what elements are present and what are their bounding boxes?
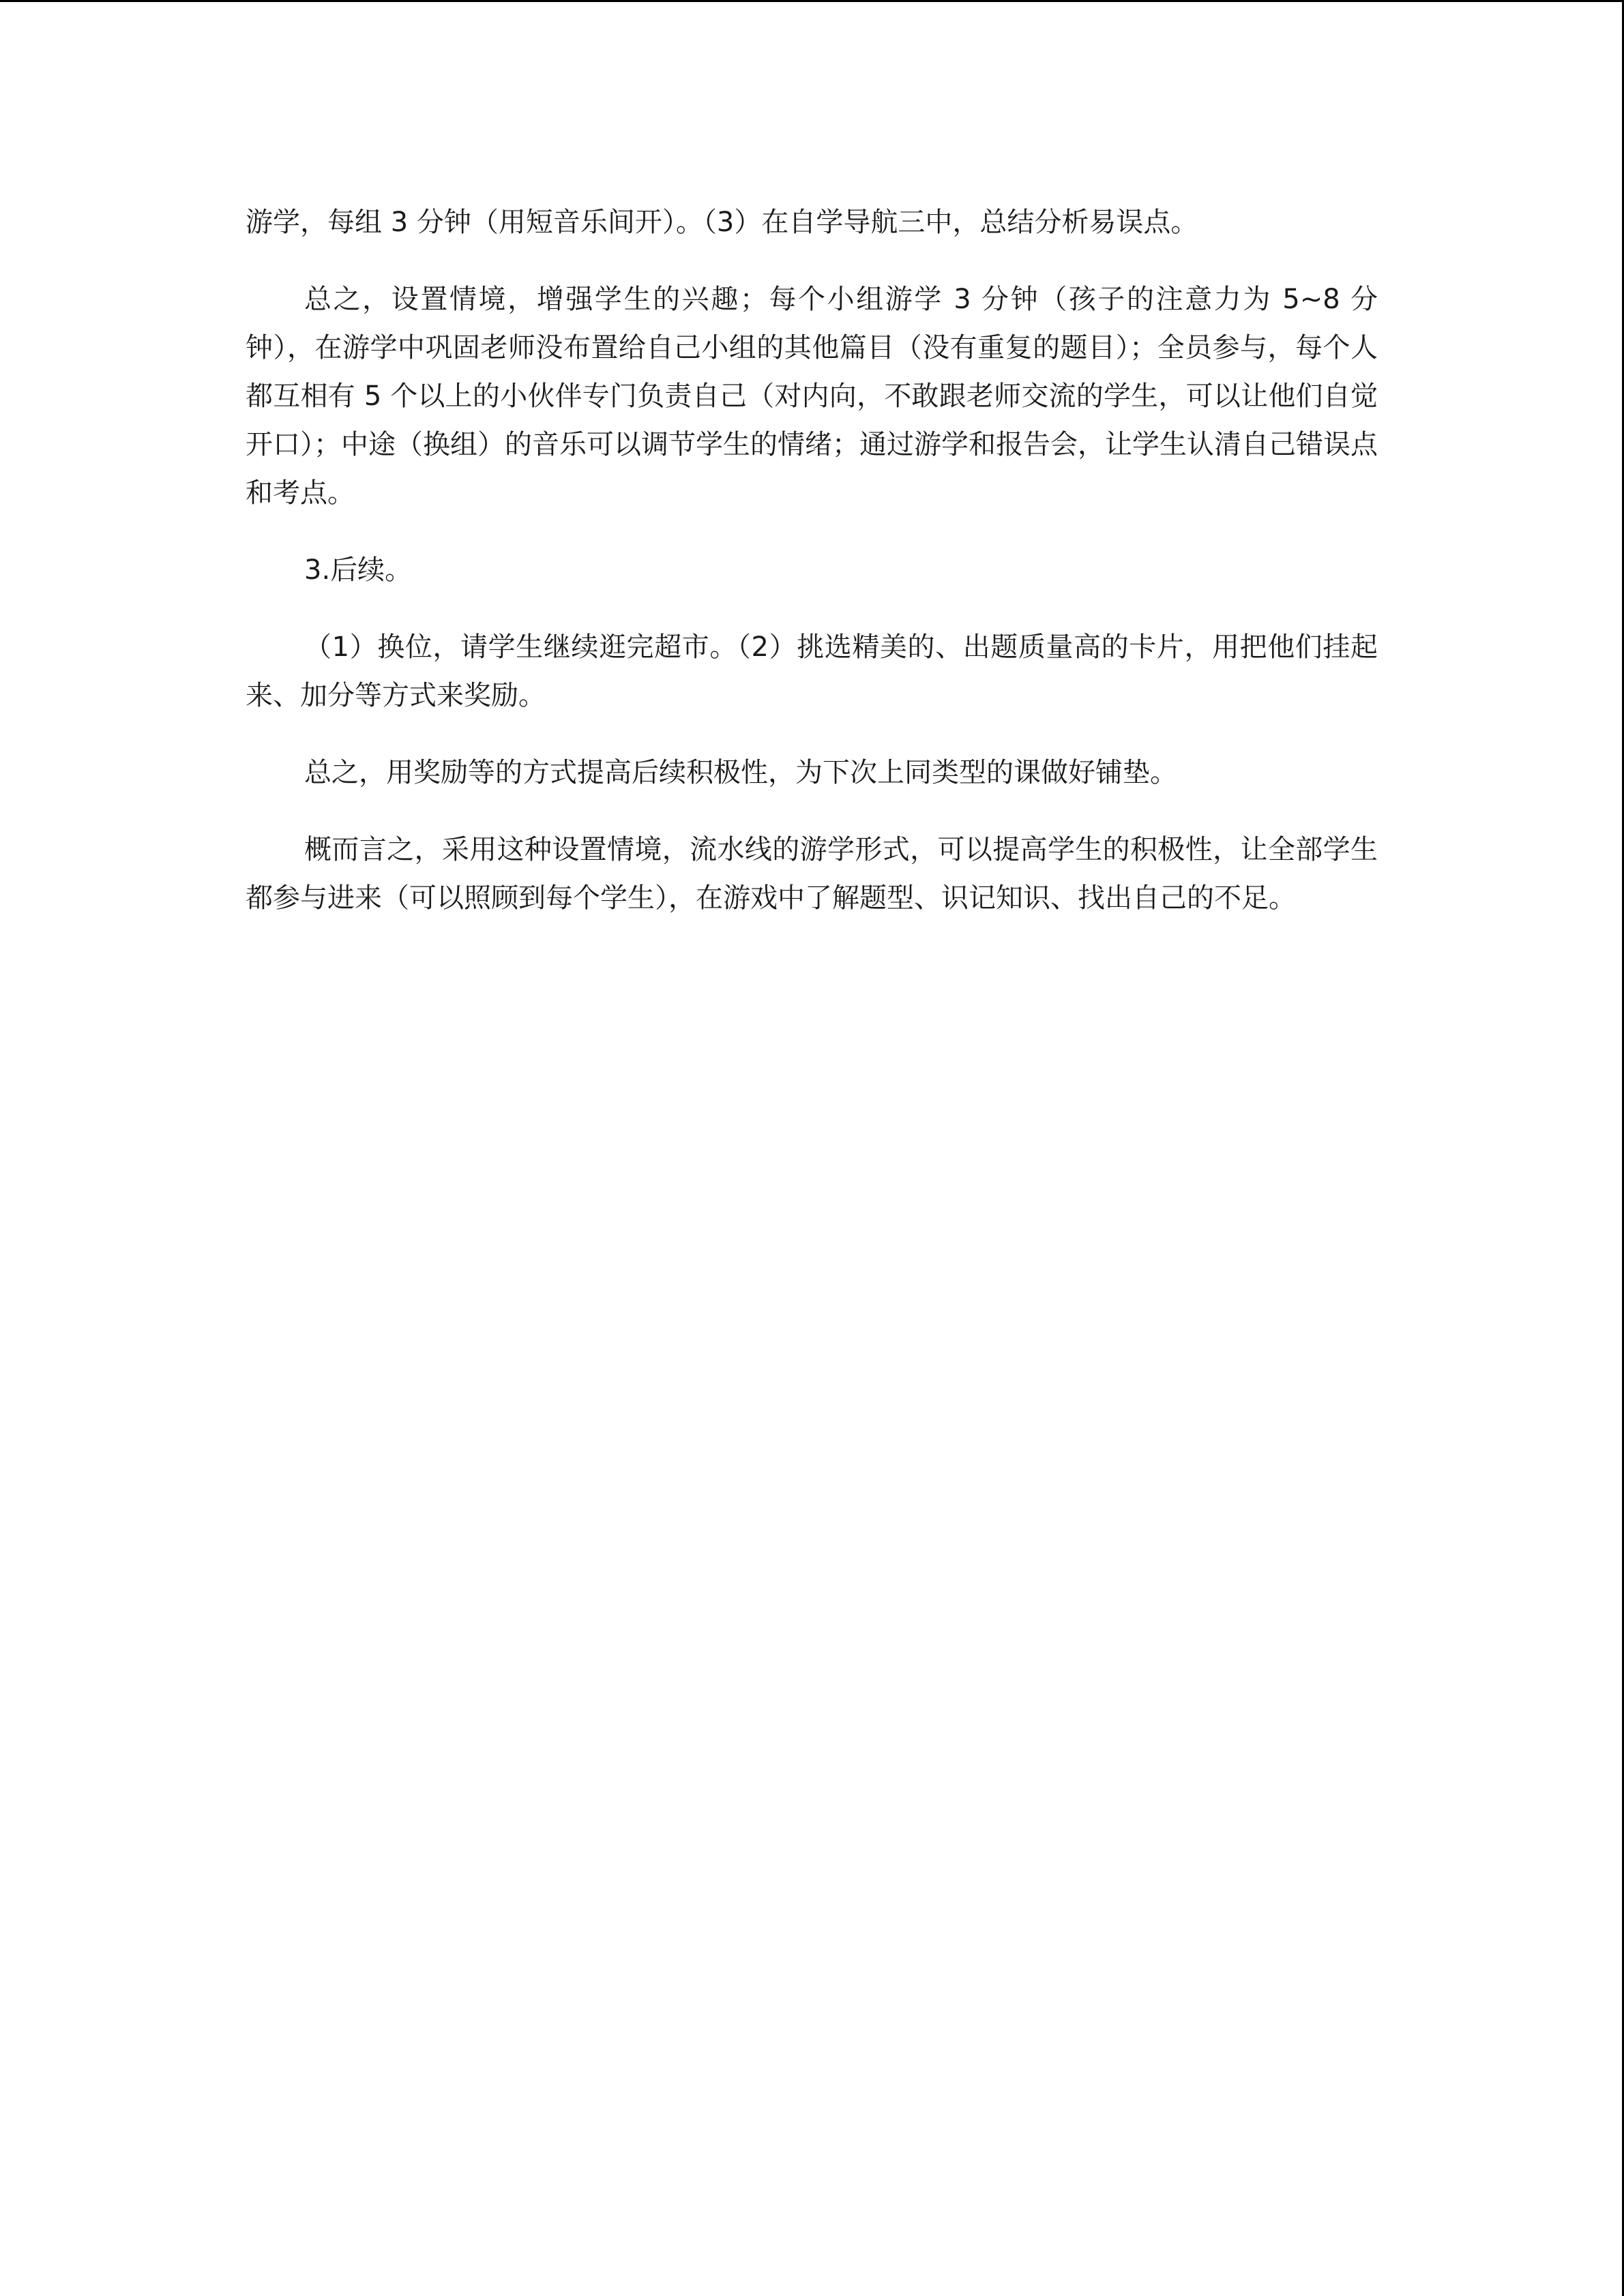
paragraph-4: （1）换位，请学生继续逛完超市。（2）挑选精美的、出题质量高的卡片，用把他们挂起来、加分等方式来奖励。 [246, 631, 1378, 711]
section-heading: 3.后续。 [304, 554, 413, 586]
paragraph-5: 总之，用奖励等的方式提高后续积极性，为下次上同类型的课做好铺垫。 [304, 757, 1177, 788]
paragraph-6: 概而言之，采用这种设置情境，流水线的游学形式，可以提高学生的积极性，让全部学生都参与进来（可以照顾到每个学生），在游戏中了解题型、识记知识、找出自己的不足。 [246, 834, 1378, 914]
document-body [246, 198, 1378, 951]
paragraph-1: 游学，每组 3 分钟（用短音乐间开）。（3）在自学导航三中，总结分析易误点。 [246, 207, 1198, 238]
paragraph-2: 总之，设置情境，增强学生的兴趣；每个小组游学 3 分钟（孩子的注意力为 5~8 分钟），在游学中巩固老师没布置给自己小组的其他篇目（没有重复的题目）；全员参与，每个人都互相有 5 个以上的小伙伴专门负责自己（对内向，不敢跟老师交流的学生，可以让他们自觉开口）；中途（换组）的音乐可以调节学生的情绪；通过游学和报告会，让学生认清自己错误点和考点。 [246, 284, 1378, 509]
